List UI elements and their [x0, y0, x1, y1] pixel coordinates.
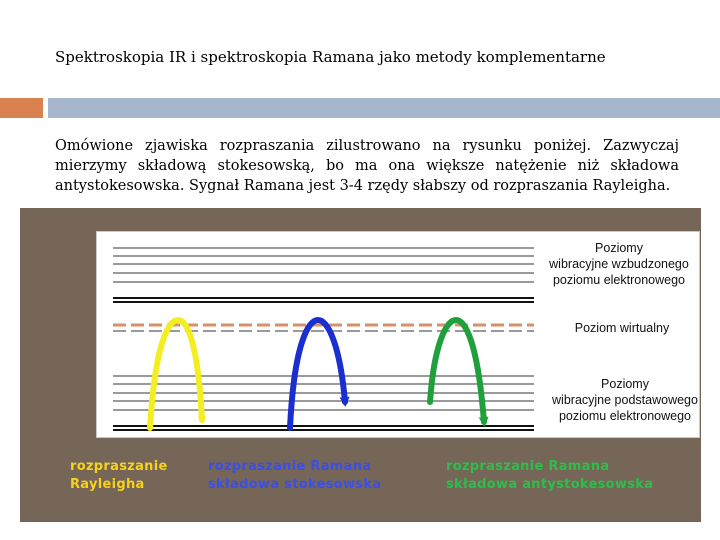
- ground-vibrational-levels: [113, 376, 534, 430]
- body-paragraph: Omówione zjawiska rozpraszania zilustrowano na rysunku poniżej. Zazwyczaj mierzymy składową stokesowską, bo ma ona większe natężenie niż składowa antystokesowska. Sygnał Ramana jest 3-4 rzędy słabszy od rozpraszania Rayleigha.: [55, 138, 679, 194]
- label-ground-levels: [540, 376, 710, 424]
- caption-antistokes-line-1: rozpraszanie Ramana: [446, 459, 610, 474]
- slide-title: Spektroskopia IR i spektroskopia Ramana jako metody komplementarne: [55, 48, 606, 66]
- label-excited-line-3: poziomu elektronowego: [552, 273, 686, 287]
- caption-antistokes: [446, 458, 653, 494]
- label-excited-levels: [540, 240, 698, 288]
- caption-rayleigh-line-2: Rayleigha: [70, 477, 145, 492]
- antistokes-scattering-arrow: [430, 320, 484, 422]
- excited-vibrational-levels: [113, 248, 534, 302]
- label-ground-line-2: wibracyjne podstawowego: [552, 393, 698, 407]
- caption-rayleigh-line-1: rozpraszanie: [70, 459, 168, 474]
- label-excited-line-2: wibracyjne wzbudzonego: [549, 257, 689, 271]
- caption-rayleigh: [70, 458, 168, 494]
- rayleigh-scattering-arrow: [150, 320, 202, 428]
- caption-antistokes-line-2: składowa antystokesowska: [446, 477, 654, 492]
- caption-stokes: [208, 458, 381, 494]
- caption-stokes-line-1: rozpraszanie Ramana: [208, 459, 372, 474]
- label-virtual-level: Poziom wirtualny: [574, 321, 670, 335]
- label-ground-line-3: poziomu elektronowego: [558, 409, 692, 423]
- label-excited-line-1: Poziomy: [595, 241, 643, 255]
- stokes-scattering-arrow: [290, 320, 345, 428]
- caption-stokes-line-2: składowa stokesowska: [208, 477, 382, 492]
- label-ground-line-1: Poziomy: [601, 377, 649, 391]
